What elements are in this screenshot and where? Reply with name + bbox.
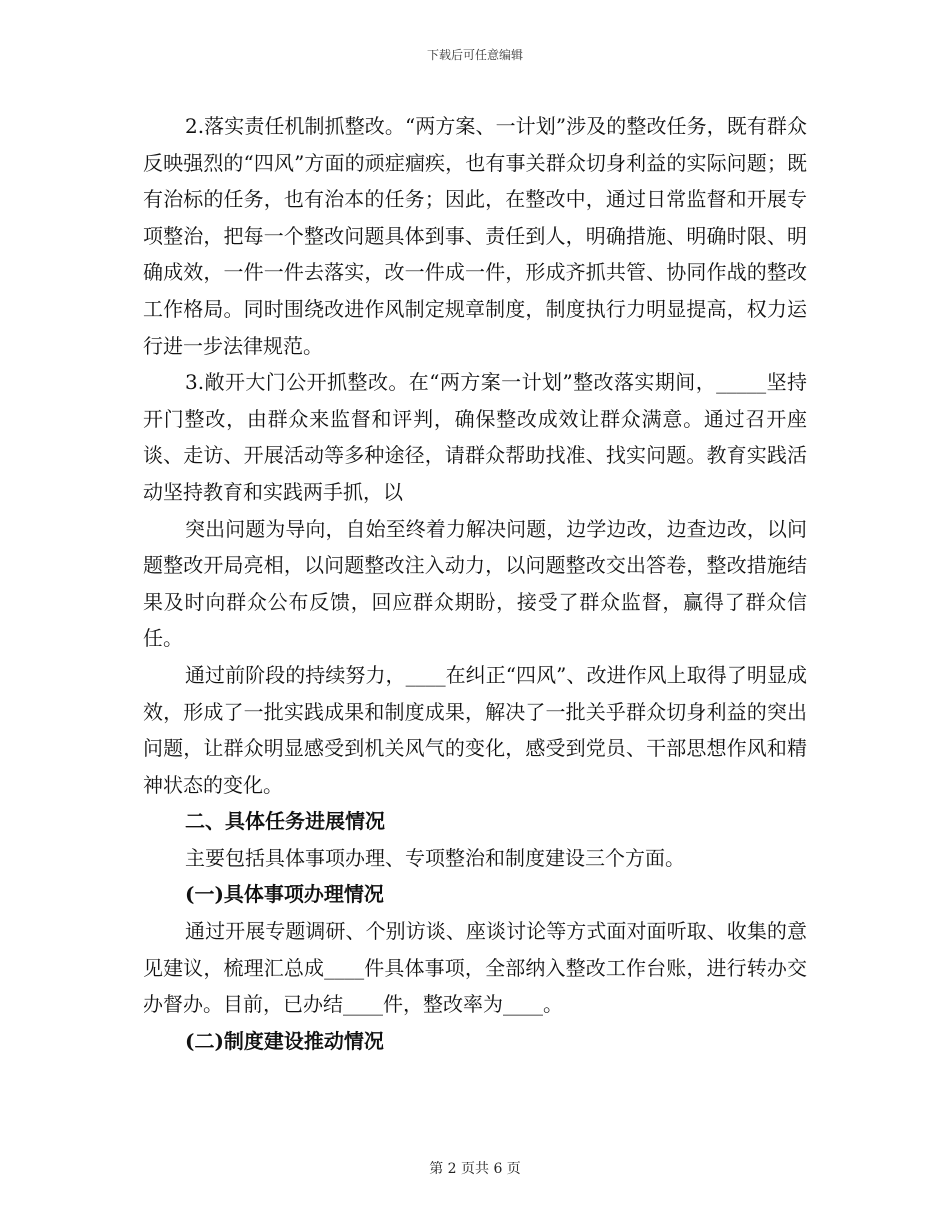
paragraph-problem-oriented: 突出问题为导向，自始至终着力解决问题，边学边改，边查边改，以问题整改开局亮相，以问题整改注入动力，以问题整改交出答卷，整改措施结果及时向群众公布反馈，回应群众期盼，接受了群众监督，赢得了群众信任。 (143, 516, 807, 651)
paragraph-specific-items-detail: 通过开展专题调研、个别访谈、座谈讨论等方式面对面听取、收集的意见建议，梳理汇总成____件具体事项，全部纳入整改工作台账，进行转办交办督办。目前，已办结____件，整改率为____。 (143, 919, 807, 1017)
page-number-footer: 第 2 页共 6 页 (429, 1161, 521, 1177)
document-body (143, 108, 807, 1059)
paragraph-open-door-rectification: 3.敞开大门公开抓整改。在“两方案一计划”整改落实期间，_____坚持开门整改，由群众来监督和评判，确保整改成效让群众满意。通过召开座谈、走访、开展活动等多种途径，请群众帮助找准、找实问题。教育实践活动坚持教育和实践两手抓，以 (143, 370, 807, 504)
section-heading-task-progress: 二、具体任务进展情况 (185, 809, 385, 834)
page-header: 下载后可任意编辑 (426, 48, 523, 62)
subsection-heading-system-building: (二)制度建设推动情况 (185, 1028, 384, 1053)
paragraph-results-summary: 通过前阶段的持续努力，____在纠正“四风”、改进作风上取得了明显成效，形成了一批实践成果和制度成果，解决了一批关乎群众切身利益的突出问题，让群众明显感受到机关风气的变化，感受到党员、干部思想作风和精神状态的变化。 (143, 662, 807, 797)
paragraph-three-aspects: 主要包括具体事项办理、专项整治和制度建设三个方面。 (185, 845, 685, 870)
paragraph-responsibility-mechanism: 2.落实责任机制抓整改。“两方案、一计划”涉及的整改任务，既有群众反映强烈的“四风”方面的顽症痼疾，也有事关群众切身利益的实际问题；既有治标的任务，也有治本的任务；因此，在整改中，通过日常监督和开展专项整治，把每一个整改问题具体到事、责任到人，明确措施、明确时限、明确成效，一件一件去落实，改一件成一件，形成齐抓共管、协同作战的整改工作格局。同时围绕改进作风制定规章制度，制度执行力明显提高，权力运行进一步法律规范。 (143, 114, 807, 358)
subsection-heading-specific-items: (一)具体事项办理情况 (185, 882, 384, 907)
